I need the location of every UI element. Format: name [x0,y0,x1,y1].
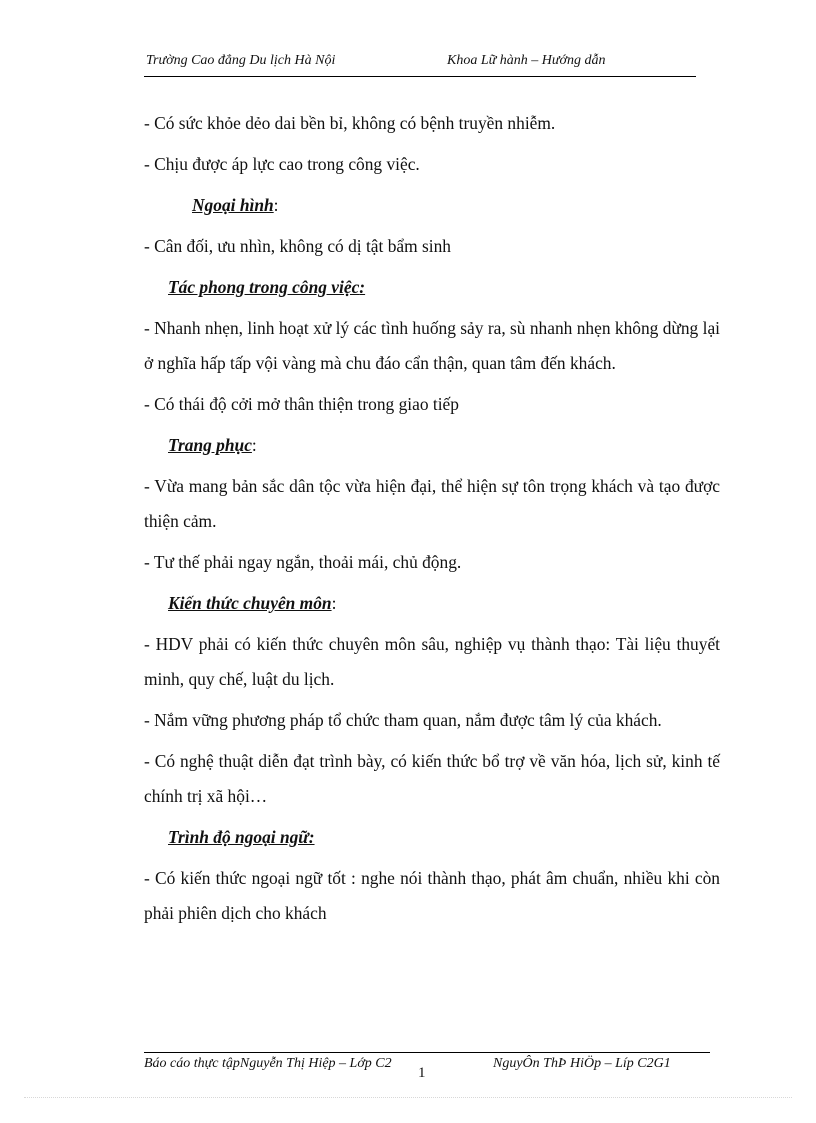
page-header [144,52,696,77]
heading-foreign-language [144,820,720,855]
heading-professional-knowledge [144,586,720,621]
heading-professional-knowledge-colon: : [331,593,337,613]
heading-attire [144,428,720,463]
page-number: 1 [418,1065,426,1081]
header-department: Khoa Lữ hành – Hướng dẫn [447,53,606,68]
paragraph-health: - Có sức khỏe dẻo dai bền bỉ, không có bệnh truyền nhiễm. [144,113,556,133]
heading-work-manner [144,270,720,305]
footer-author-class: NguyÔn ThÞ HiÖp – Líp C2G1 [493,1056,671,1071]
footer-report-author: Báo cáo thực tậpNguyễn Thị Hiệp – Lớp C2 [144,1056,392,1071]
page-footer [144,1052,710,1079]
paragraph-attitude: - Có thái độ cởi mở thân thiện trong giao tiếp [144,394,459,414]
paragraph-attire: - Vừa mang bản sắc dân tộc vừa hiện đại, thể hiện sự tôn trọng khách và tạo được thiện cảm. [144,476,720,531]
paragraph-presentation: - Có nghệ thuật diễn đạt trình bày, có kiến thức bổ trợ về văn hóa, lịch sử, kinh tế chính trị xã hội… [144,751,720,806]
paragraph-appearance: - Cân đối, ưu nhìn, không có dị tật bẩm sinh [144,236,451,256]
heading-work-manner-colon: : [359,277,366,297]
paragraph-expertise: - HDV phải có kiến thức chuyên môn sâu, nghiệp vụ thành thạo: Tài liệu thuyết minh, quy chế, luật du lịch. [144,634,720,689]
header-school-name: Trường Cao đẳng Du lịch Hà Nội [146,53,336,68]
heading-appearance-text: Ngoại hình [192,195,274,215]
heading-appearance-colon: : [273,195,279,215]
document-body [144,106,720,937]
heading-foreign-language-text: Trình độ ngoại ngữ: [168,827,315,847]
heading-attire-colon: : [251,435,257,455]
heading-professional-knowledge-text: Kiến thức chuyên môn [168,593,332,613]
paragraph-agility: - Nhanh nhẹn, linh hoạt xử lý các tình huống sảy ra, sù nhanh nhẹn không dừng lại ở nghĩa hấp tấp vội vàng mà chu đáo cẩn thận, quan tâm đến khách. [144,318,720,373]
heading-appearance [144,188,720,223]
page-bottom-divider [24,1097,792,1098]
heading-attire-text: Trang phục [168,435,252,455]
paragraph-methods: - Nắm vững phương pháp tổ chức tham quan, nắm được tâm lý của khách. [144,710,662,730]
paragraph-language: - Có kiến thức ngoại ngữ tốt : nghe nói thành thạo, phát âm chuẩn, nhiều khi còn phải phiên dịch cho khách [144,868,720,923]
paragraph-pressure: - Chịu được áp lực cao trong công việc. [144,154,420,174]
heading-work-manner-text: Tác phong trong công việc [168,277,360,297]
paragraph-posture: - Tư thế phải ngay ngắn, thoải mái, chủ động. [144,552,462,572]
